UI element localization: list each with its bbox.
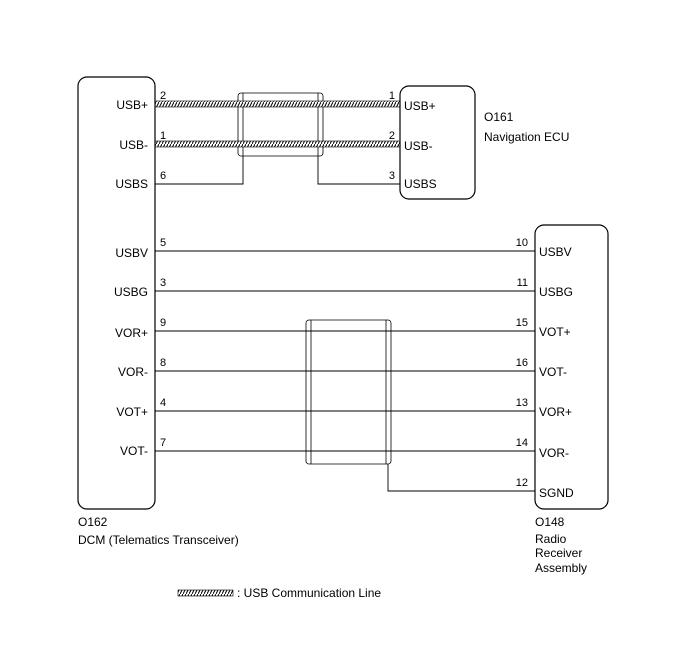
dcm-pin-label: VOT- (119, 444, 148, 458)
dcm-pin-label: VOR+ (114, 326, 148, 340)
radio-pin-number: 12 (515, 477, 528, 489)
radio-pin-number: 10 (515, 237, 528, 249)
nav-pin-number: 1 (388, 90, 395, 102)
radio-name-line: Receiver (535, 546, 583, 560)
usb-plus-line (155, 101, 400, 107)
radio-pin-label: USBV (539, 245, 572, 259)
legend-swatch (178, 590, 233, 596)
usbs-wire-dcm (155, 156, 243, 184)
usbs-wire-nav (318, 156, 400, 184)
radio-pin-number: 11 (516, 277, 528, 289)
radio-pin-label: VOR- (539, 446, 569, 460)
radio-pin-number: 13 (515, 397, 528, 409)
dcm-pin-number: 8 (160, 357, 167, 369)
dcm-pin-number: 6 (160, 170, 167, 182)
dcm-pin-label: USBS (115, 177, 148, 191)
dcm-pin-number: 4 (160, 397, 167, 409)
dcm-pin-label: USB+ (116, 98, 148, 112)
nav-pin-label: USB+ (404, 99, 436, 113)
dcm-code: O162 (78, 515, 108, 529)
nav-pin-label: USBS (404, 177, 437, 191)
legend-text: : USB Communication Line (237, 586, 382, 600)
radio-pin-label: SGND (539, 486, 574, 500)
radio-pin-number: 15 (515, 317, 528, 329)
dcm-pin-number: 5 (160, 237, 167, 249)
dcm-pin-number: 3 (160, 277, 167, 289)
radio-pin-label: VOT+ (539, 325, 571, 339)
dcm-pin-number: 9 (160, 317, 167, 329)
radio-name-line: Assembly (535, 561, 588, 575)
radio-code: O148 (535, 515, 565, 529)
radio-pin-number: 16 (515, 357, 528, 369)
radio-pin-label: VOT- (539, 365, 568, 379)
radio-pin-label: VOR+ (539, 405, 573, 419)
dcm-pin-label: USBV (115, 246, 148, 260)
dcm-pin-label: VOR- (118, 365, 148, 379)
nav-ecu-name: Navigation ECU (484, 130, 570, 144)
dcm-pin-number: 1 (160, 130, 167, 142)
nav-pin-number: 3 (388, 170, 395, 182)
nav-ecu-code: O161 (484, 110, 514, 124)
dcm-pin-number: 7 (160, 437, 167, 449)
dcm-pin-number: 2 (160, 90, 167, 102)
dcm-pin-label: USB- (119, 138, 148, 152)
nav-pin-number: 2 (388, 130, 395, 142)
usb-minus-line (155, 141, 400, 147)
dcm-name: DCM (Telematics Transceiver) (78, 533, 239, 547)
sgnd-wire (388, 464, 535, 491)
radio-pin-label: USBG (539, 285, 574, 299)
dcm-pin-label: VOT+ (116, 405, 148, 419)
nav-pin-label: USB- (404, 139, 433, 153)
radio-pin-number: 14 (515, 437, 528, 449)
audio-shield (306, 320, 391, 464)
dcm-pin-label: USBG (113, 285, 148, 299)
radio-name-line: Radio (535, 532, 567, 546)
